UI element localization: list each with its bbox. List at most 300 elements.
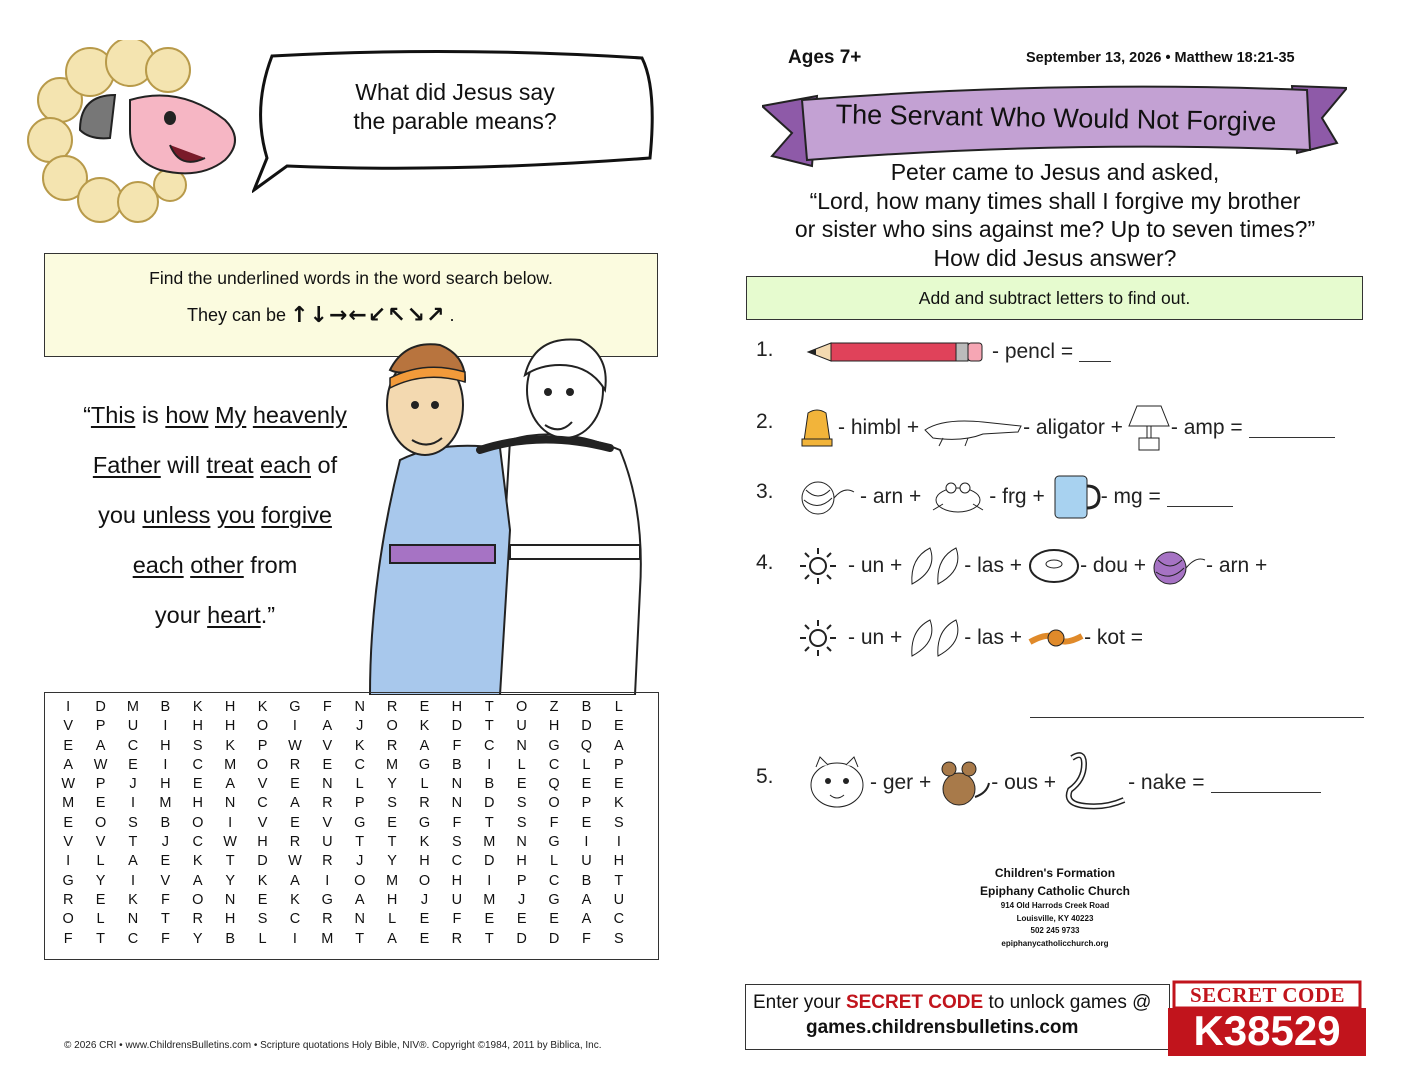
puzzle-1: - pencl = [806, 340, 1111, 364]
grid-letter[interactable]: V [322, 737, 333, 754]
grid-letter[interactable]: H [192, 718, 203, 735]
instructions-prefix: They can be [187, 305, 287, 325]
grid-letter[interactable]: C [192, 756, 203, 773]
grid-letter[interactable]: S [452, 834, 462, 851]
grid-letter[interactable]: I [487, 872, 492, 889]
grid-letter[interactable]: Y [225, 872, 235, 889]
grid-letter[interactable]: O [192, 814, 204, 831]
grid-letter[interactable]: C [289, 911, 301, 928]
grid-letter[interactable]: T [355, 930, 365, 947]
frog-icon [927, 478, 989, 516]
grid-letter[interactable]: F [452, 911, 462, 928]
grid-letter[interactable]: E [614, 718, 624, 735]
grid-letter[interactable]: R [419, 795, 430, 812]
grid-letter[interactable]: I [66, 853, 71, 870]
grid-letter[interactable]: N [354, 699, 365, 715]
grid-letter[interactable]: J [356, 718, 364, 735]
grid-letter[interactable]: G [548, 737, 560, 754]
grid-letter[interactable]: F [452, 737, 462, 754]
grid-letter[interactable]: R [192, 911, 203, 928]
donut-icon [1028, 546, 1080, 586]
grid-letter[interactable]: I [292, 930, 297, 947]
grid-letter[interactable]: G [62, 872, 74, 889]
grid-letter[interactable]: D [581, 718, 592, 735]
grid-letter[interactable]: D [516, 930, 527, 947]
grid-letter[interactable]: K [225, 737, 235, 754]
grid-letter[interactable]: M [224, 756, 237, 773]
grid-letter[interactable]: V [322, 814, 333, 831]
tiger-icon [806, 755, 868, 811]
grid-letter[interactable]: N [224, 795, 236, 812]
grid-letter[interactable]: I [163, 718, 168, 735]
grid-letter[interactable]: Q [580, 737, 593, 754]
grid-letter[interactable]: L [614, 699, 623, 715]
grid-letter[interactable]: O [418, 872, 431, 889]
grid-letter[interactable]: S [192, 737, 203, 754]
grid-letter[interactable]: I [487, 756, 492, 773]
alligator-icon [923, 408, 1023, 448]
two-men-illustration [360, 330, 660, 695]
grid-letter[interactable]: J [518, 891, 526, 908]
grid-letter[interactable]: S [257, 911, 268, 928]
grid-letter[interactable]: A [225, 776, 235, 793]
grid-letter[interactable]: K [419, 834, 430, 851]
grid-letter[interactable]: R [289, 834, 301, 851]
grid-letter[interactable]: E [516, 776, 527, 793]
lamp-icon [1127, 402, 1171, 454]
story-line-2: “Lord, how many times shall I forgive my brother [809, 187, 1301, 214]
grid-letter[interactable]: Q [548, 776, 560, 793]
grid-letter[interactable]: E [128, 756, 138, 773]
grid-letter[interactable]: I [228, 814, 233, 831]
sheep-illustration [20, 40, 250, 225]
grid-letter[interactable]: G [418, 814, 431, 831]
grid-letter[interactable]: J [161, 834, 169, 851]
grid-letter[interactable]: T [160, 911, 170, 928]
bubble-text [290, 78, 620, 136]
grid-letter[interactable]: L [582, 756, 591, 773]
grid-letter[interactable]: Z [549, 699, 559, 715]
grid-letter[interactable]: T [614, 872, 624, 889]
answer-blank[interactable] [1211, 774, 1321, 793]
grid-letter[interactable]: G [321, 891, 333, 908]
grid-letter[interactable]: A [95, 737, 106, 754]
grid-letter[interactable]: C [257, 795, 268, 812]
grid-letter[interactable]: R [451, 930, 463, 947]
grid-letter[interactable]: E [614, 776, 624, 793]
grid-letter[interactable]: D [484, 795, 495, 812]
grid-letter[interactable]: E [387, 814, 397, 831]
church-phone: 502 245 9733 [1030, 926, 1080, 935]
church-website[interactable]: epiphanycatholicchurch.org [1001, 938, 1109, 948]
grid-letter[interactable]: E [549, 911, 559, 928]
knot-icon [1028, 622, 1084, 654]
grid-letter[interactable]: K [192, 853, 203, 870]
grid-letter[interactable]: E [419, 911, 430, 928]
grid-letter[interactable]: T [225, 853, 235, 870]
grid-letter[interactable]: A [63, 756, 74, 773]
grid-letter[interactable]: M [159, 795, 172, 812]
grid-letter[interactable]: C [613, 911, 625, 928]
grid-letter[interactable]: C [548, 872, 560, 889]
grid-letter[interactable]: K [257, 699, 268, 715]
grid-letter[interactable]: D [484, 853, 495, 870]
yarn-ball-icon [800, 476, 856, 518]
grid-letter[interactable]: W [288, 737, 302, 754]
secret-code-instructions: Enter your SECRET CODE to unlock games @ [753, 992, 1152, 1013]
grid-letter[interactable]: M [483, 834, 496, 851]
grid-letter[interactable]: S [614, 814, 624, 831]
grid-letter[interactable]: N [516, 834, 527, 851]
grid-letter[interactable]: D [548, 930, 560, 947]
grid-letter[interactable]: K [419, 718, 430, 735]
grid-letter[interactable]: P [354, 795, 365, 812]
story-line-1: Peter came to Jesus and asked, [890, 159, 1220, 185]
instructions-suffix: . [449, 305, 455, 325]
grid-letter[interactable]: A [614, 737, 624, 754]
grid-letter[interactable]: N [322, 776, 333, 793]
grid-letter[interactable]: U [516, 718, 527, 735]
puzzle-4-number: 4. [756, 551, 774, 574]
church-line-2: Epiphany Catholic Church [979, 884, 1130, 898]
grid-letter[interactable]: V [160, 872, 171, 889]
grid-letter[interactable]: S [614, 930, 624, 947]
instructions-line-1: Find the underlined words in the word search below. [149, 268, 553, 288]
grid-letter[interactable]: B [160, 699, 171, 715]
grid-letter[interactable]: H [224, 911, 236, 928]
grid-letter[interactable]: W [223, 834, 237, 851]
grid-letter[interactable]: W [61, 776, 76, 793]
grid-letter[interactable]: R [322, 911, 333, 928]
grid-letter[interactable]: B [452, 756, 462, 773]
copyright-text: © 2026 CRI • www.ChildrensBulletins.com • Scripture quotations Holy Bible, NIV®. Copyright ©1984, 2011 by Biblica, Inc. [64, 1040, 602, 1051]
grid-letter[interactable]: K [614, 795, 624, 812]
story-text [760, 158, 1350, 272]
story-title: The Servant Who Would Not Forgive [835, 99, 1277, 137]
grid-letter[interactable]: H [451, 872, 463, 889]
grid-letter[interactable]: H [160, 776, 171, 793]
grid-letter[interactable]: O [354, 872, 366, 889]
grid-letter[interactable]: O [94, 814, 107, 831]
grid-letter[interactable]: R [289, 756, 301, 773]
grid-letter[interactable]: N [224, 891, 236, 908]
grid-letter[interactable]: E [192, 776, 203, 793]
sun-icon [798, 546, 838, 586]
secret-code-label: SECRET CODE [1189, 983, 1346, 1007]
grid-letter[interactable]: V [257, 814, 268, 831]
grid-letter[interactable]: G [548, 891, 560, 908]
grid-letter[interactable]: F [452, 814, 462, 831]
grid-letter[interactable]: E [322, 756, 333, 773]
grid-letter[interactable]: O [386, 718, 398, 735]
grid-letter[interactable]: U [451, 891, 463, 908]
grid-letter[interactable]: L [96, 853, 105, 870]
grid-letter[interactable]: E [581, 814, 592, 831]
grid-letter[interactable]: S [128, 814, 138, 831]
story-line-3: or sister who sins against me? Up to seven times?” [794, 216, 1316, 242]
puzzle-3-number: 3. [756, 480, 774, 503]
grid-letter[interactable]: O [256, 718, 269, 735]
grid-letter[interactable]: P [257, 737, 268, 754]
grid-letter[interactable]: O [516, 699, 528, 715]
leaves-icon [908, 544, 964, 588]
grid-letter[interactable]: R [322, 795, 333, 812]
grid-letter[interactable]: Y [387, 776, 397, 793]
puzzle-2-number: 2. [756, 410, 774, 433]
grid-letter[interactable]: W [288, 853, 302, 870]
grid-letter[interactable]: J [129, 776, 137, 793]
grid-letter[interactable]: V [63, 834, 74, 851]
grid-letter[interactable]: J [420, 891, 429, 908]
grid-letter[interactable]: N [354, 911, 365, 928]
grid-letter[interactable]: I [163, 756, 168, 773]
grid-letter[interactable]: C [192, 834, 203, 851]
grid-letter[interactable]: P [581, 795, 592, 812]
grid-letter[interactable]: V [257, 776, 268, 793]
grid-letter[interactable]: E [419, 930, 430, 947]
grid-letter[interactable]: Y [387, 853, 397, 870]
grid-letter[interactable]: B [225, 930, 235, 947]
church-line-1: Children's Formation [994, 866, 1116, 880]
bible-verse: “This is how My heavenly Father will treat each of you unless you forgive each other from your heart.” [83, 402, 347, 628]
grid-letter[interactable]: N [127, 911, 139, 928]
mug-icon [1051, 472, 1101, 522]
grid-letter[interactable]: H [224, 699, 236, 715]
snake-icon [1062, 750, 1128, 816]
grid-letter[interactable]: T [484, 814, 494, 831]
grid-letter[interactable]: F [549, 814, 559, 831]
grid-letter[interactable]: I [130, 795, 135, 812]
grid-letter[interactable]: W [93, 756, 108, 773]
answer-blank[interactable] [1249, 419, 1335, 438]
grid-letter[interactable]: D [257, 853, 268, 870]
church-city: Louisville, KY 40223 [1016, 913, 1094, 923]
grid-letter[interactable]: V [63, 718, 74, 735]
grid-letter[interactable]: S [387, 795, 397, 812]
grid-letter[interactable]: P [95, 776, 106, 793]
grid-letter[interactable]: O [548, 795, 560, 812]
grid-letter[interactable]: M [321, 930, 334, 947]
sun-icon [798, 618, 838, 658]
grid-letter[interactable]: A [322, 718, 333, 735]
grid-letter[interactable]: G [289, 699, 301, 715]
grid-letter[interactable]: M [386, 756, 399, 773]
grid-letter[interactable]: L [388, 911, 397, 928]
grid-letter[interactable]: T [484, 930, 494, 947]
grid-letter[interactable]: V [95, 834, 106, 851]
grid-letter[interactable]: H [192, 795, 203, 812]
puzzle-5: - ger + - ous + - nake = [806, 750, 1321, 816]
grid-letter[interactable]: A [581, 891, 592, 908]
grid-letter[interactable]: T [355, 834, 365, 851]
grid-letter[interactable]: A [354, 891, 365, 908]
answer-blank[interactable] [1079, 343, 1111, 362]
grid-letter[interactable]: L [96, 911, 105, 928]
grid-letter[interactable]: L [420, 776, 429, 793]
word-search-grid [52, 698, 635, 949]
secret-code-value: K38529 [1193, 1007, 1341, 1054]
puzzle-4-continued: - un + - las + - kot = [798, 616, 1143, 660]
puzzle-4: - un + - las + - dou + - arn + [798, 544, 1267, 588]
grid-letter[interactable]: G [418, 756, 431, 773]
grid-letter[interactable]: S [516, 795, 527, 812]
grid-letter[interactable]: K [257, 872, 268, 889]
grid-letter[interactable]: B [484, 776, 495, 793]
grid-letter[interactable]: L [355, 776, 364, 793]
grid-letter[interactable]: F [160, 930, 170, 947]
age-range: Ages 7+ [788, 47, 862, 68]
church-info [950, 864, 1160, 950]
grid-letter[interactable]: S [516, 814, 527, 831]
games-link[interactable]: games.childrensbulletins.com [806, 1017, 1079, 1038]
thimble-icon [800, 407, 834, 449]
grid-letter[interactable]: T [96, 930, 106, 947]
answer-blank[interactable] [1167, 488, 1233, 507]
grid-letter[interactable]: A [128, 853, 138, 870]
grid-letter[interactable]: E [516, 911, 527, 928]
grid-letter[interactable]: T [128, 834, 138, 851]
grid-letter[interactable]: F [63, 930, 73, 947]
bubble-line-1: What did Jesus say [355, 79, 555, 105]
grid-letter[interactable]: U [322, 834, 333, 851]
grid-letter[interactable]: I [292, 718, 297, 735]
grid-letter[interactable]: U [581, 853, 592, 870]
grid-letter[interactable]: L [258, 930, 267, 947]
grid-letter[interactable]: K [128, 891, 138, 908]
grid-letter[interactable]: H [548, 718, 560, 735]
grid-letter[interactable]: M [483, 891, 496, 908]
grid-letter[interactable]: A [581, 911, 592, 928]
grid-letter[interactable]: I [584, 834, 589, 851]
grid-letter[interactable]: E [290, 814, 300, 831]
grid-letter[interactable]: H [224, 718, 236, 735]
grid-letter[interactable]: T [387, 834, 397, 851]
grid-letter[interactable]: I [66, 699, 71, 715]
grid-letter[interactable]: A [290, 872, 300, 889]
grid-letter[interactable]: E [419, 699, 430, 715]
grid-letter[interactable]: H [451, 699, 463, 715]
puzzle-instructions: Add and subtract letters to find out. [918, 288, 1191, 308]
grid-letter[interactable]: T [484, 699, 494, 715]
grid-letter[interactable]: E [160, 853, 171, 870]
grid-letter[interactable]: E [484, 911, 495, 928]
grid-letter[interactable]: H [419, 853, 430, 870]
grid-letter[interactable]: M [62, 795, 75, 812]
grid-letter[interactable]: O [256, 756, 269, 773]
grid-letter[interactable]: C [127, 930, 139, 947]
grid-letter[interactable]: I [325, 872, 330, 889]
instructions-line-2 [187, 303, 455, 328]
grid-letter[interactable]: O [192, 891, 204, 908]
grid-letter[interactable]: U [127, 718, 139, 735]
story-line-4: How did Jesus answer? [933, 244, 1177, 271]
grid-letter[interactable]: A [192, 872, 203, 889]
grid-letter[interactable]: N [516, 737, 527, 754]
grid-letter[interactable]: B [581, 699, 592, 715]
grid-letter[interactable]: F [582, 930, 591, 947]
grid-letter[interactable]: A [419, 737, 430, 754]
grid-letter[interactable]: N [451, 795, 463, 812]
grid-letter[interactable]: C [484, 737, 495, 754]
grid-letter[interactable]: R [62, 891, 74, 908]
leaves-icon [908, 616, 964, 660]
grid-letter[interactable]: E [257, 891, 268, 908]
grid-letter[interactable]: E [63, 737, 74, 754]
grid-letter[interactable]: E [95, 891, 106, 908]
grid-letter[interactable]: Y [192, 930, 203, 947]
direction-arrows-icon: ↑↓→←↙↖↘↗ [290, 303, 446, 328]
grid-letter[interactable]: C [548, 756, 560, 773]
grid-letter[interactable]: G [354, 814, 366, 831]
grid-letter[interactable]: P [614, 756, 624, 773]
answer-line[interactable] [1030, 717, 1364, 718]
grid-letter[interactable]: E [95, 795, 106, 812]
grid-letter[interactable]: Y [95, 872, 106, 889]
grid-letter[interactable]: O [62, 911, 74, 928]
church-address: 914 Old Harrods Creek Road [1000, 901, 1110, 910]
mouse-icon [935, 757, 991, 809]
grid-letter[interactable]: R [386, 699, 398, 715]
grid-letter[interactable]: J [356, 853, 364, 870]
grid-letter[interactable]: C [127, 737, 139, 754]
grid-letter[interactable]: B [581, 872, 592, 889]
grid-letter[interactable]: E [290, 776, 300, 793]
grid-letter[interactable]: H [160, 737, 171, 754]
grid-letter[interactable]: B [160, 814, 171, 831]
grid-letter[interactable]: A [387, 930, 397, 947]
grid-letter[interactable]: I [130, 872, 135, 889]
grid-letter[interactable]: R [322, 853, 333, 870]
grid-letter[interactable]: C [354, 756, 365, 773]
grid-letter[interactable]: R [386, 737, 398, 754]
grid-letter[interactable]: H [257, 834, 268, 851]
grid-letter[interactable]: C [451, 853, 463, 870]
date-reference: September 13, 2026 • Matthew 18:21-35 [1026, 50, 1295, 66]
grid-letter[interactable]: A [290, 795, 300, 812]
grid-letter[interactable]: T [484, 718, 494, 735]
grid-letter[interactable]: L [517, 756, 526, 773]
grid-letter[interactable]: M [126, 699, 140, 715]
grid-letter[interactable]: D [451, 718, 463, 735]
grid-letter[interactable]: L [550, 853, 559, 870]
grid-letter[interactable]: E [63, 814, 74, 831]
puzzle-1-number: 1. [756, 338, 774, 361]
grid-letter[interactable]: N [451, 776, 463, 793]
grid-letter[interactable]: K [290, 891, 300, 908]
grid-letter[interactable]: H [516, 853, 527, 870]
puzzle-5-number: 5. [756, 765, 774, 788]
grid-letter[interactable]: F [322, 699, 332, 715]
puzzle-3: - arn + - frg + - mg = [800, 472, 1233, 522]
grid-letter[interactable]: P [516, 872, 527, 889]
grid-letter[interactable]: K [192, 699, 203, 715]
grid-letter[interactable]: I [616, 834, 621, 851]
grid-letter[interactable]: D [95, 699, 106, 715]
puzzle-2: - himbl + - aligator + - amp = [800, 402, 1335, 454]
pencil-icon [806, 340, 986, 364]
grid-letter[interactable]: K [354, 737, 365, 754]
purple-yarn-icon [1150, 546, 1206, 586]
grid-letter[interactable]: H [613, 853, 625, 870]
grid-letter[interactable]: H [386, 891, 398, 908]
grid-letter[interactable]: G [548, 834, 560, 851]
bubble-line-2: the parable means? [353, 108, 557, 134]
grid-letter[interactable]: U [613, 891, 625, 908]
grid-letter[interactable]: E [581, 776, 592, 793]
grid-letter[interactable]: F [160, 891, 170, 908]
grid-letter[interactable]: P [95, 718, 106, 735]
grid-letter[interactable]: M [386, 872, 399, 889]
